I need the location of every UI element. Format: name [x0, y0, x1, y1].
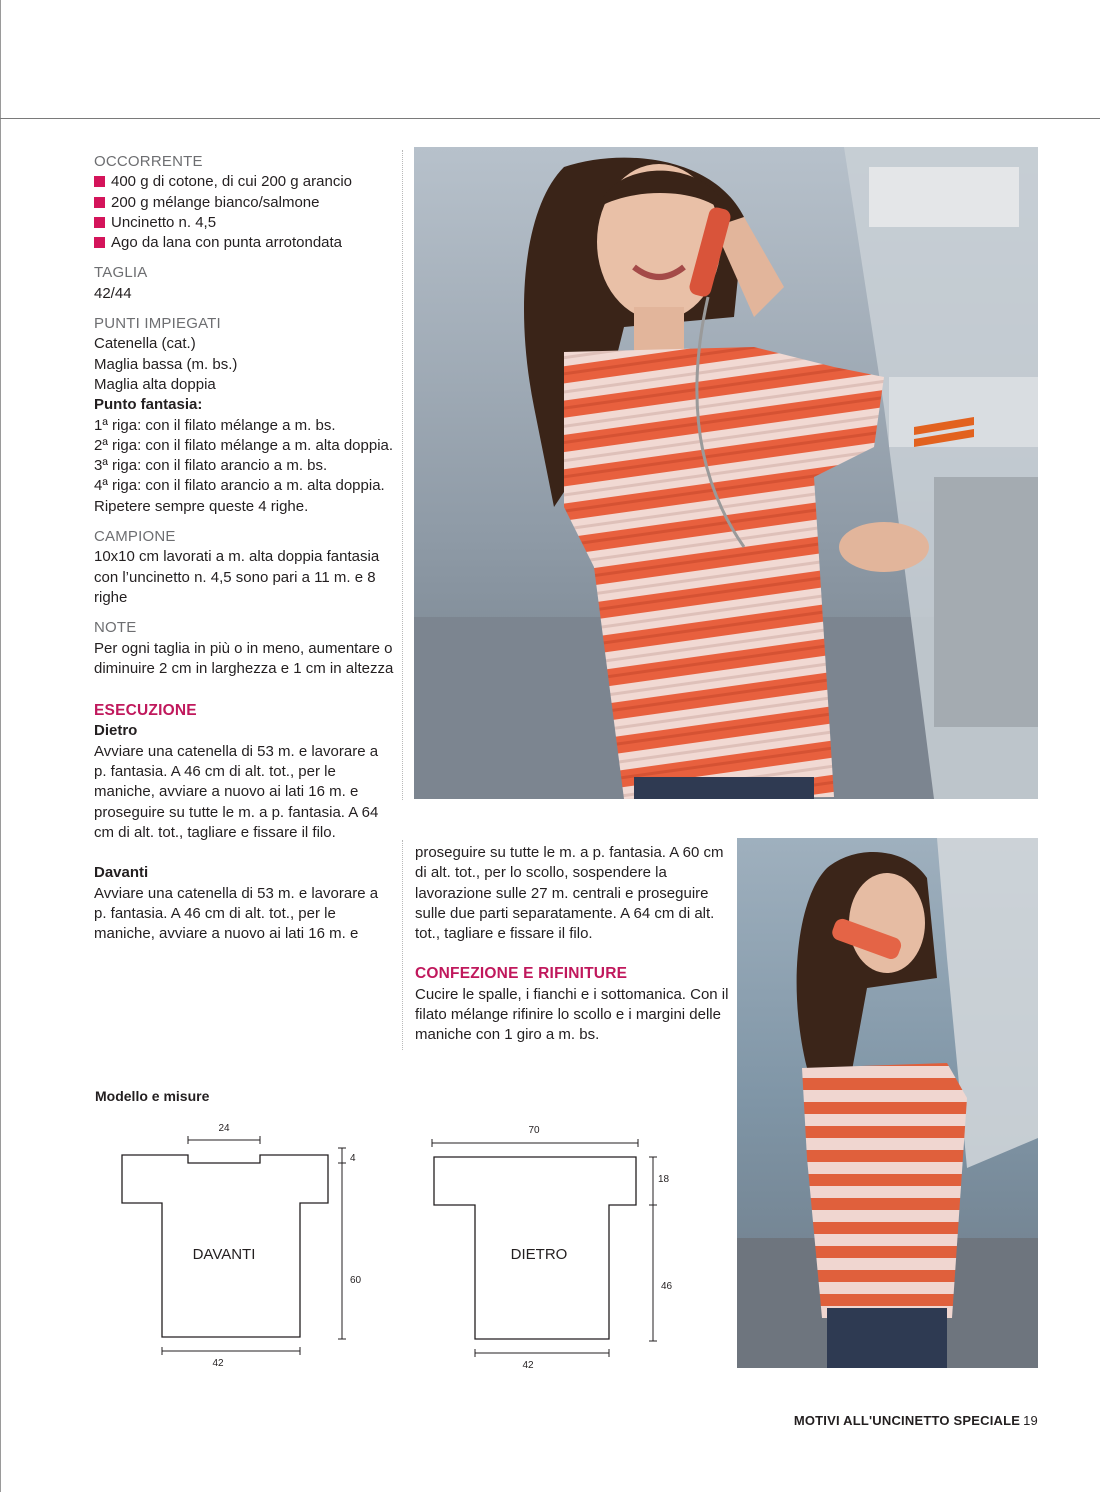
dietro-diagram	[420, 1115, 695, 1370]
davanti-label: DAVANTI	[192, 1246, 256, 1263]
neck-width-label: 24	[218, 1123, 230, 1134]
dietro-heading: Dietro	[94, 722, 138, 740]
confezione-text: Cucire le spalle, i fianchi e i sottomanica. Con il filato mélange rifinire lo scollo e i margini delle maniche con 1 giro a m. bs.	[415, 985, 729, 1044]
punti-line: Catenella (cat.)	[94, 335, 196, 353]
confezione-heading: CONFEZIONE E RIFINITURE	[415, 965, 628, 983]
fantasia-heading: Punto fantasia:	[94, 396, 203, 414]
header-rule	[0, 118, 1100, 119]
occorrente-heading: OCCORRENTE	[94, 153, 203, 170]
list-item: Ago da lana con punta arrotondata	[94, 233, 394, 253]
fantasia-line: 1ª riga: con il filato mélange a m. bs.	[94, 416, 336, 434]
model-photo-main	[414, 147, 1038, 799]
campione-section	[94, 527, 394, 608]
list-item: 200 g mélange bianco/salmone	[94, 193, 394, 213]
punti-line: Maglia bassa (m. bs.)	[94, 355, 238, 373]
fantasia-line: Ripetere sempre queste 4 righe.	[94, 497, 309, 515]
total-height-label: 60	[350, 1275, 362, 1286]
bottom-width-label: 42	[212, 1358, 224, 1369]
continuation-column	[415, 843, 733, 1046]
column-divider-lower	[402, 840, 403, 1050]
page-edge	[0, 0, 1, 1492]
bullet-square-icon	[94, 176, 105, 187]
top-width-label: 70	[528, 1125, 540, 1136]
taglia-heading: TAGLIA	[94, 264, 148, 282]
column-divider	[402, 150, 403, 800]
davanti-diagram	[110, 1115, 380, 1370]
davanti-heading: Davanti	[94, 864, 149, 882]
bullet-square-icon	[94, 197, 105, 208]
fantasia-line: 2ª riga: con il filato mélange a m. alta doppia.	[94, 436, 394, 454]
dietro-text: Avviare una catenella di 53 m. e lavorare a p. fantasia. A 46 cm di alt. tot., per le maniche, avviare a nuovo ai lati 16 m. e proseguire su tutte le m. a p. fantasia. A 64 cm di alt. tot., tagliare e fissare il filo.	[94, 742, 379, 841]
list-item: 400 g di cotone, di cui 200 g arancio	[94, 172, 394, 192]
magazine-title: MOTIVI ALL'UNCINETTO SPECIALE	[793, 1413, 1021, 1428]
bullet-square-icon	[94, 217, 105, 228]
fantasia-line: 3ª riga: con il filato arancio a m. bs.	[94, 457, 328, 475]
page-footer	[794, 1413, 1038, 1428]
occorrente-section	[94, 152, 394, 253]
note-heading: NOTE	[94, 619, 137, 637]
davanti-text: Avviare una catenella di 53 m. e lavorare a p. fantasia. A 46 cm di alt. tot., per le maniche, avviare a nuovo ai lati 16 m. e	[94, 884, 379, 943]
esecuzione-section	[94, 701, 394, 944]
fantasia-line: 4ª riga: con il filato arancio a m. alta doppia.	[94, 477, 385, 495]
taglia-section	[94, 263, 394, 304]
instructions-column	[94, 152, 394, 944]
page-number: 19	[1023, 1413, 1038, 1428]
model-photo-secondary	[737, 838, 1038, 1368]
bottom-width-label: 42	[522, 1360, 534, 1370]
bullet-square-icon	[94, 237, 105, 248]
sleeve-height-label: 18	[658, 1174, 670, 1185]
davanti-continued-text: proseguire su tutte le m. a p. fantasia. A 60 cm di alt. tot., per lo scollo, sospendere la lavorazione sulle 27 m. centrali e proseguire sulle due parti separatamente. A 64 cm di alt. tot., tagliare e fissare il filo.	[415, 844, 724, 943]
punti-section	[94, 314, 394, 517]
note-text: Per ogni taglia in più o in meno, aumentare o diminuire 2 cm in larghezza e 1 cm in altezza	[94, 639, 394, 677]
punti-heading: PUNTI IMPIEGATI	[94, 315, 221, 333]
list-item: Uncinetto n. 4,5	[94, 213, 394, 233]
taglia-value: 42/44	[94, 284, 132, 302]
campione-text: 10x10 cm lavorati a m. alta doppia fantasia con l’uncinetto n. 4,5 sono pari a 11 m. e 8 righe	[94, 548, 380, 606]
top-height-label: 4	[350, 1153, 356, 1164]
modello-heading: Modello e misure	[95, 1088, 210, 1104]
note-section	[94, 618, 394, 679]
esecuzione-heading: ESECUZIONE	[94, 702, 197, 720]
body-height-label: 46	[661, 1281, 673, 1292]
punti-line: Maglia alta doppia	[94, 375, 216, 393]
campione-heading: CAMPIONE	[94, 528, 176, 546]
dietro-label: DIETRO	[510, 1246, 568, 1263]
